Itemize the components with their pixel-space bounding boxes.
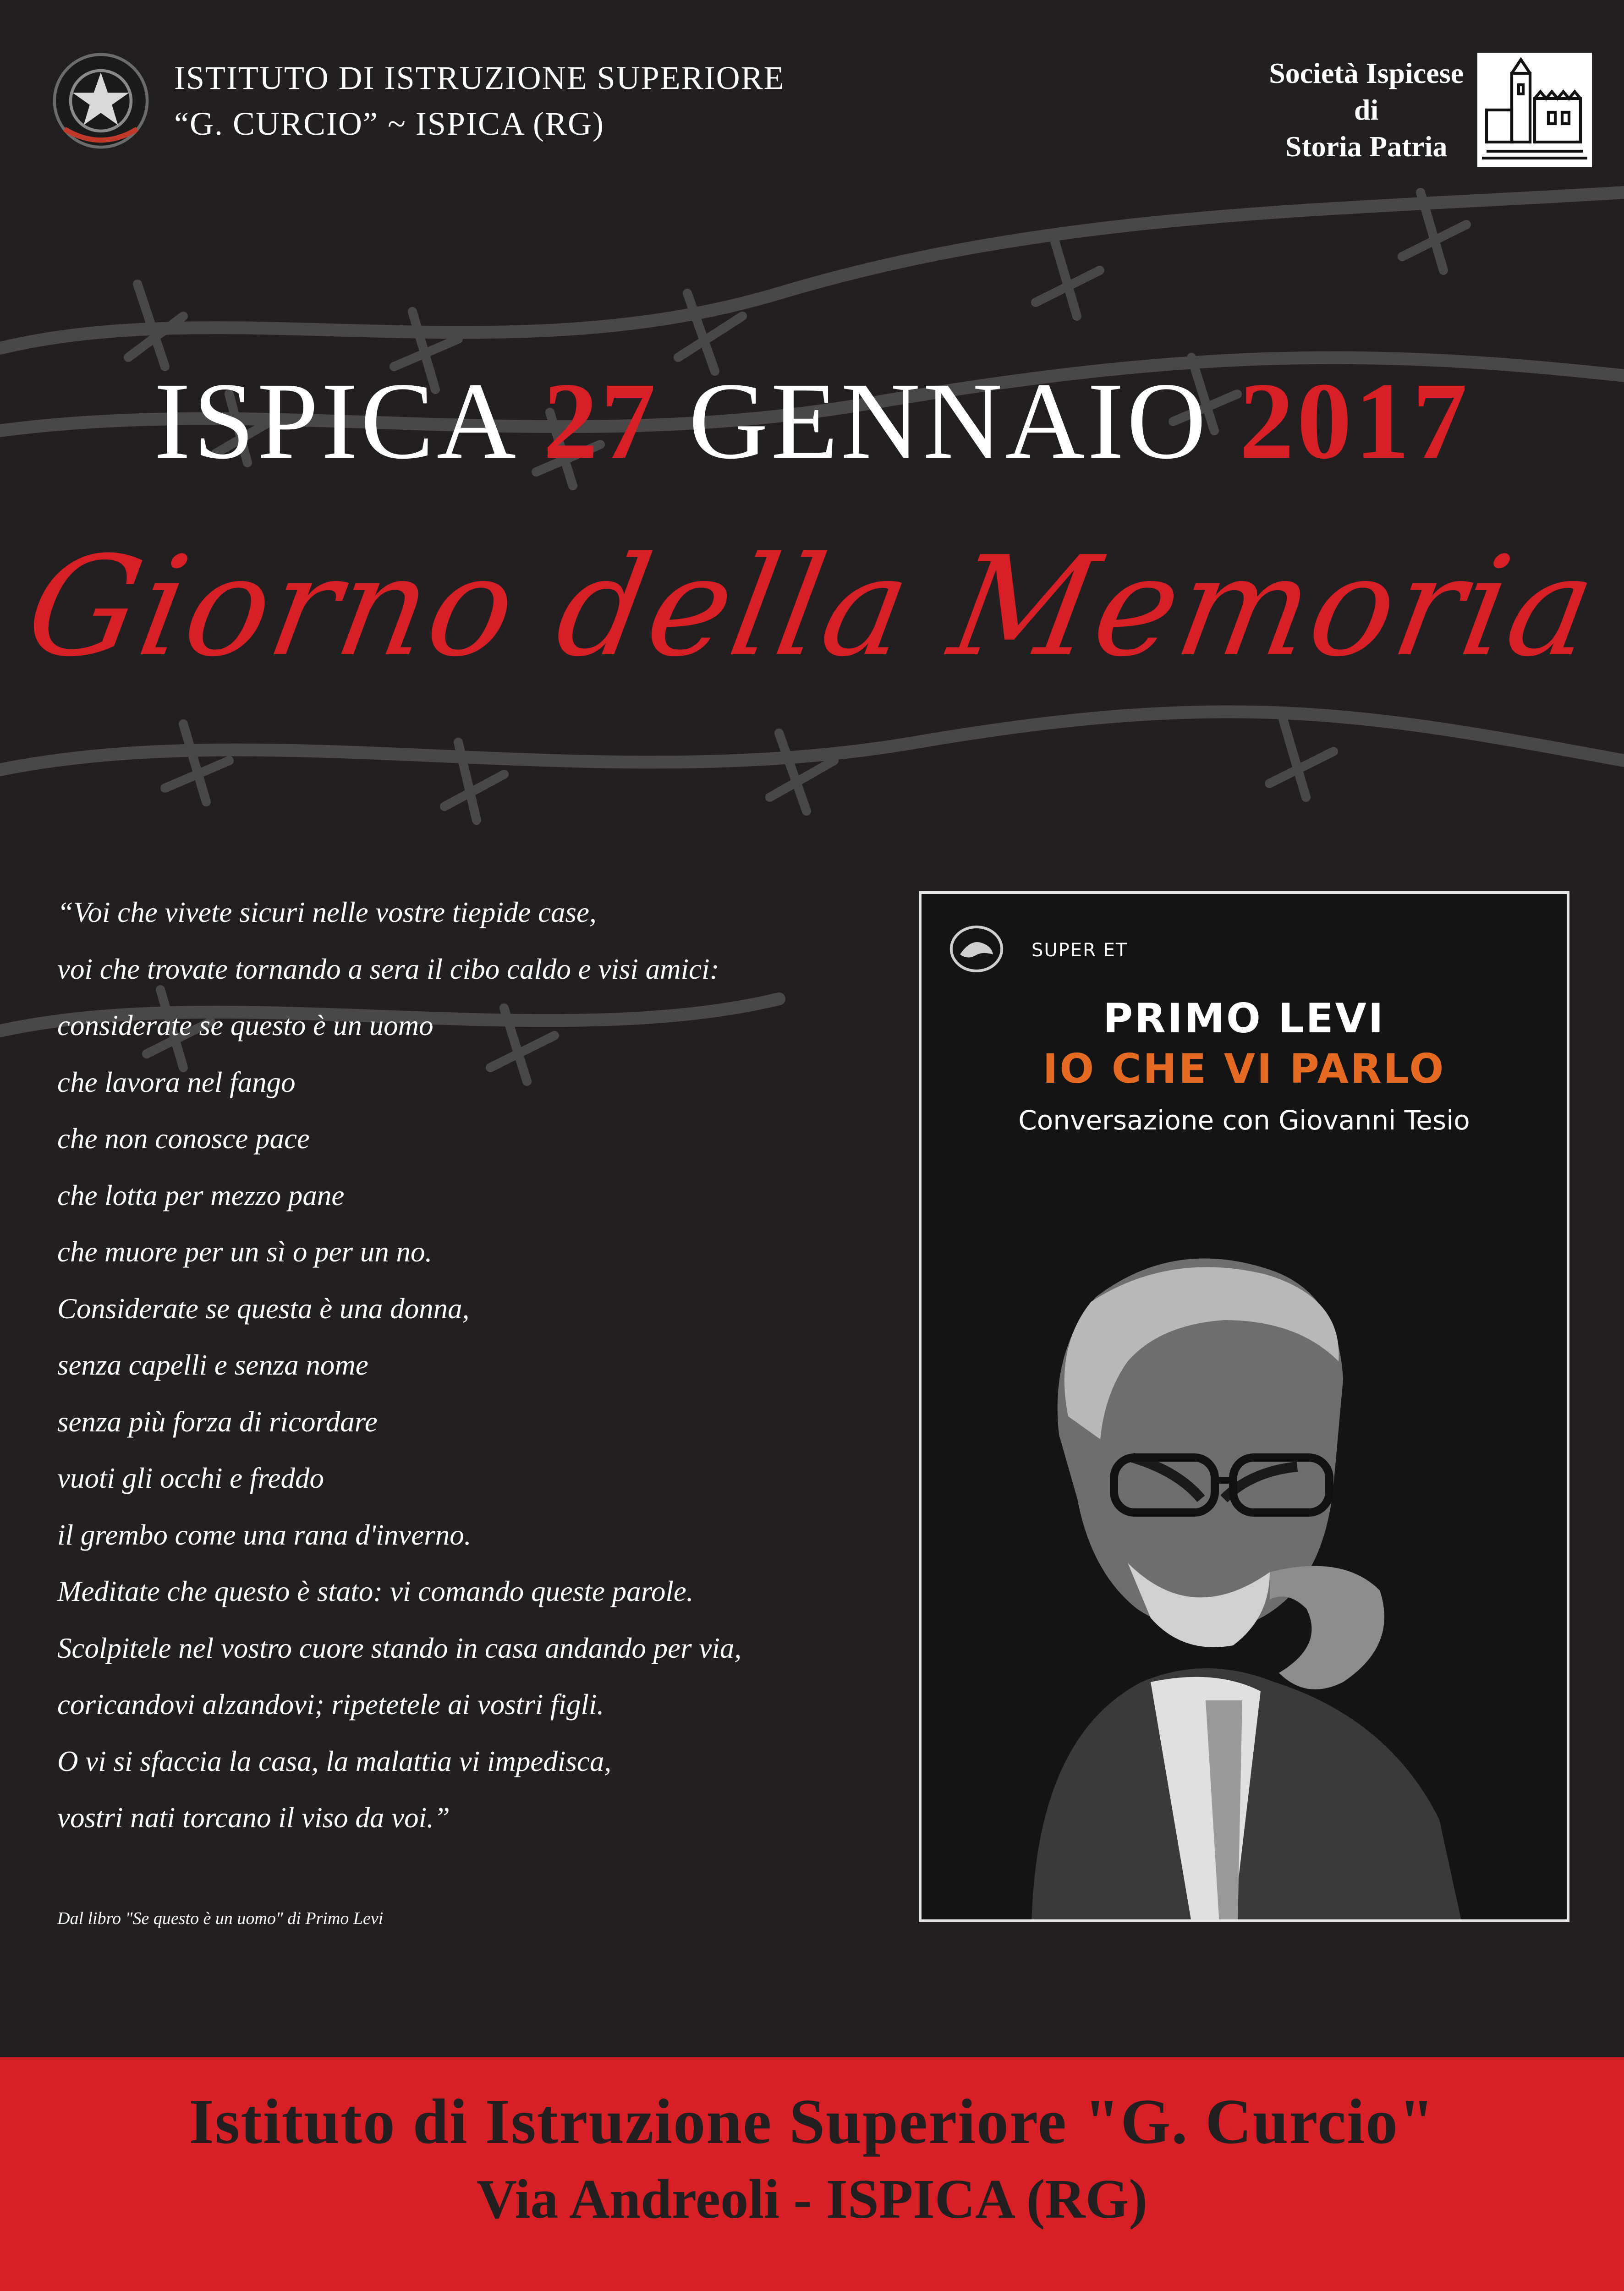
book-title: IO CHE VI PARLO xyxy=(1042,1045,1446,1092)
einaudi-logo-icon xyxy=(949,921,1004,976)
poem-line: Scolpitele nel vostro cuore stando in casa andando per via, xyxy=(57,1632,742,1664)
poem-line: che muore per un sì o per un no. xyxy=(57,1236,433,1268)
poem-line: O vi si sfaccia la casa, la malattia vi impedisca, xyxy=(57,1745,612,1777)
castle-drawing-icon xyxy=(1477,50,1592,170)
poem-line: coricandovi alzandovi; ripetetele ai vostri figli. xyxy=(57,1688,604,1721)
school-header xyxy=(50,50,785,151)
poem-line: senza capelli e senza nome xyxy=(57,1349,368,1381)
poem-line: che lotta per mezzo pane xyxy=(57,1179,345,1211)
poem-line: vostri nati torcano il viso da voi.” xyxy=(57,1802,450,1834)
poem-line: “Voi che vivete sicuri nelle vostre tiepide case, xyxy=(57,896,597,928)
poem-line: voi che trovate tornando a sera il cibo caldo e visi amici: xyxy=(57,953,719,985)
italian-republic-emblem-icon xyxy=(50,50,151,151)
poem-line: vuoti gli occhi e freddo xyxy=(57,1462,324,1494)
school-name-line2: “G. CURCIO” ~ ISPICA (RG) xyxy=(174,105,604,142)
memorial-day-title: Giorno della Memoria xyxy=(16,527,1608,687)
poem-line: considerate se questo è un uomo xyxy=(57,1009,433,1041)
book-author: PRIMO LEVI xyxy=(1103,995,1385,1042)
society-header xyxy=(1269,50,1592,170)
headline-month: GENNAIO xyxy=(688,360,1209,482)
poem-line: senza più forza di ricordare xyxy=(57,1405,378,1438)
poem-source: Dal libro "Se questo è un uomo" di Primo Levi xyxy=(57,1909,384,1928)
headline-year: 2017 xyxy=(1239,360,1470,482)
poem-line: il grembo come una rana d'inverno. xyxy=(57,1518,472,1551)
venue-address: Via Andreoli - ISPICA (RG) xyxy=(476,2168,1148,2230)
headline-city: ISPICA xyxy=(154,360,513,482)
society-name-line2: di xyxy=(1354,93,1379,126)
poem-line: Considerate se questa è una donna, xyxy=(57,1292,470,1325)
poem xyxy=(57,884,928,1847)
society-name-line1: Società Ispicese xyxy=(1269,57,1464,89)
poem-line: Meditate che questo è stato: vi comando queste parole. xyxy=(57,1575,694,1607)
headline-day: 27 xyxy=(543,360,658,482)
venue-name: Istituto di Istruzione Superiore "G. Curcio" xyxy=(189,2086,1435,2157)
book-subtitle: Conversazione con Giovanni Tesio xyxy=(1018,1105,1470,1136)
book-cover xyxy=(919,891,1569,1922)
author-portrait-photo xyxy=(977,1242,1569,1922)
poem-line: che non conosce pace xyxy=(57,1123,310,1155)
poem-line: che lavora nel fango xyxy=(57,1066,296,1098)
event-date-headline xyxy=(0,357,1624,484)
event-info-band xyxy=(0,2057,1624,2291)
society-name-line3: Storia Patria xyxy=(1285,130,1448,163)
school-name-line1: ISTITUTO DI ISTRUZIONE SUPERIORE xyxy=(174,60,785,96)
book-series: SUPER ET xyxy=(1031,940,1128,961)
